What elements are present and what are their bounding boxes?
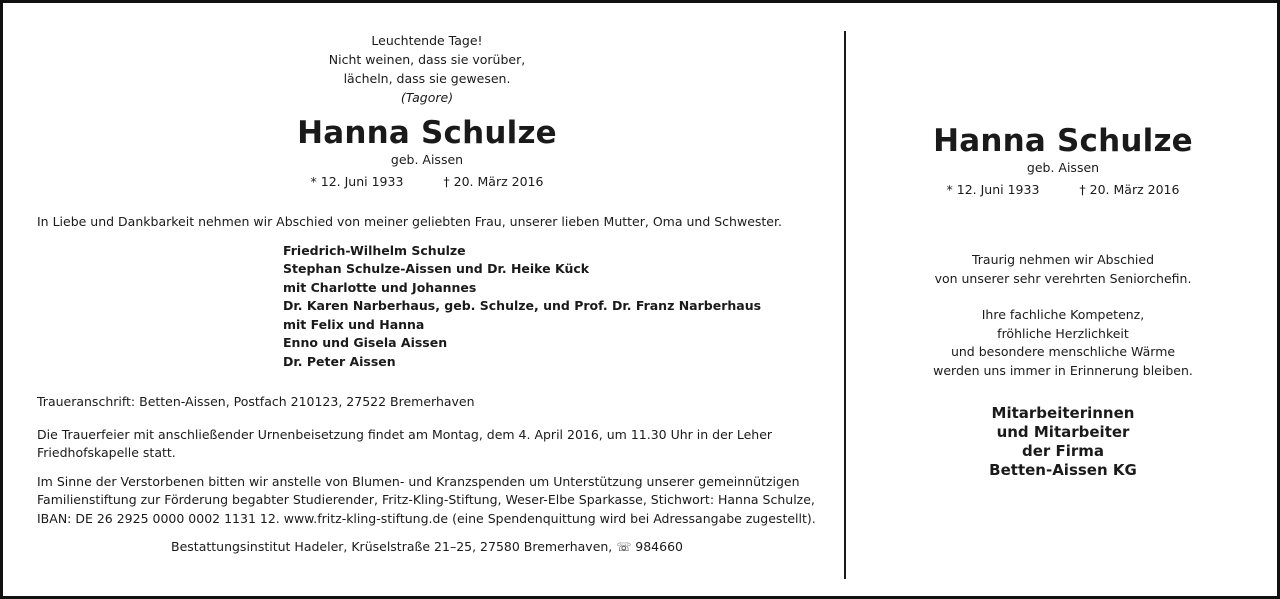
life-dates	[883, 181, 1243, 199]
farewell-line: von unserer sehr verehrten Seniorchefin.	[934, 270, 1192, 286]
motto-line: Nicht weinen, dass sie vorüber,	[328, 52, 526, 67]
family-member: mit Felix und Hanna	[283, 316, 425, 332]
motto-line: lächeln, dass sie gewesen.	[343, 71, 511, 86]
staff-line: Betten-Aissen KG	[989, 461, 1137, 479]
birth-date: * 12. Juni 1933	[946, 182, 1040, 197]
phone-icon: ☏	[616, 540, 632, 554]
ceremony-text: Die Trauerfeier mit anschließender Urnenbeisetzung findet am Montag, dem 4. April 2016, um 11.30 Uhr in der Leher Friedhofskapelle statt.	[37, 426, 773, 460]
motto	[37, 31, 817, 107]
funeral-home-phone: 984660	[635, 539, 683, 554]
family-member: Dr. Karen Narberhaus, geb. Schulze, und Prof. Dr. Franz Narberhaus	[283, 298, 762, 313]
company-notice	[883, 123, 1243, 480]
family-member: Friedrich-Wilhelm Schulze	[283, 242, 466, 258]
maiden-name: geb. Aissen	[1026, 160, 1100, 175]
farewell-text	[883, 251, 1243, 288]
donation-text: Im Sinne der Verstorbenen bitten wir anstelle von Blumen- und Kranzspenden um Unterstützung unserer gemeinnützigen Familienstiftung zur Förderung begabter Studierender, Fritz-Kling-Stiftung, Weser-Elbe Sparkasse, Stichwort: Hanna Schulze, IBAN: DE 26 2925 0000 0002 1131 12. www.fritz-kling-stiftung.de (eine Spendenquittung wird bei Adressangabe zugestellt).	[37, 473, 816, 526]
tribute-line: und besondere menschliche Wärme	[950, 344, 1176, 359]
funeral-home-address: Bestattungsinstitut Hadeler, Krüselstraße 21–25, 27580 Bremerhaven,	[171, 539, 613, 554]
staff-signature	[883, 404, 1243, 480]
maiden-name: geb. Aissen	[390, 152, 464, 167]
life-dates	[37, 173, 817, 191]
tribute-text	[883, 306, 1243, 380]
column-divider	[844, 31, 846, 579]
family-member: Enno und Gisela Aissen	[283, 335, 448, 350]
funeral-home	[37, 538, 817, 556]
family-member: mit Charlotte und Johannes	[283, 279, 477, 295]
family-notice	[37, 31, 817, 556]
staff-line: und Mitarbeiter	[996, 423, 1130, 441]
death-date: † 20. März 2016	[1079, 182, 1180, 197]
mourning-address: Traueranschrift: Betten-Aissen, Postfach 210123, 27522 Bremerhaven	[37, 394, 475, 409]
tribute-line: Ihre fachliche Kompetenz,	[981, 307, 1145, 322]
staff-line: Mitarbeiterinnen	[991, 404, 1135, 422]
farewell-line: Traurig nehmen wir Abschied	[971, 252, 1155, 267]
staff-line: der Firma	[1021, 442, 1105, 460]
death-date: † 20. März 2016	[443, 174, 544, 189]
birth-date: * 12. Juni 1933	[310, 174, 404, 189]
tribute-line: fröhliche Herzlichkeit	[997, 325, 1129, 341]
family-list	[283, 242, 817, 372]
deceased-name: Hanna Schulze	[297, 115, 557, 151]
deceased-name: Hanna Schulze	[933, 123, 1193, 159]
motto-author: (Tagore)	[400, 90, 454, 105]
family-member: Stephan Schulze-Aissen und Dr. Heike Kück	[283, 261, 590, 276]
intro-text: In Liebe und Dankbarkeit nehmen wir Abschied von meiner geliebten Frau, unserer lieben Mutter, Oma und Schwester.	[37, 214, 782, 229]
tribute-line: werden uns immer in Erinnerung bleiben.	[933, 362, 1193, 378]
motto-line: Leuchtende Tage!	[371, 33, 483, 48]
family-member: Dr. Peter Aissen	[283, 353, 396, 369]
